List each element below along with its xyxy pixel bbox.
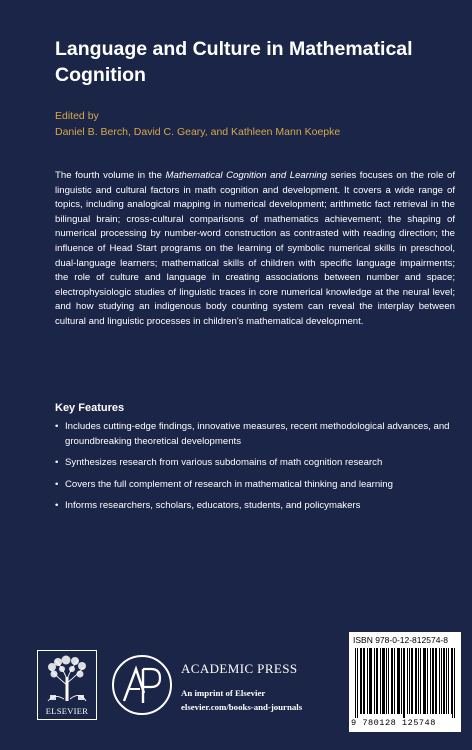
bullet-icon: • (55, 500, 59, 511)
key-feature-text: Covers the full complement of research in mathematical thinking and learning (65, 478, 393, 490)
bullet-icon: • (55, 478, 59, 490)
key-feature-item (55, 499, 455, 514)
book-description (55, 169, 455, 330)
key-feature-text: Synthesizes research from various subdomains of math cognition research (65, 457, 383, 468)
key-features-heading: Key Features (55, 402, 125, 414)
key-feature-item (55, 420, 455, 449)
publisher-url: elsevier.com/books-and-journals (181, 702, 303, 712)
barcode-number: 9 780128 125748 (351, 718, 436, 728)
barcode-icon (355, 648, 455, 718)
key-features-list (55, 420, 455, 521)
elsevier-wordmark: ELSEVIER (45, 706, 89, 716)
book-title: Language and Culture in Mathematical Cognition (55, 38, 413, 86)
bullet-icon: • (55, 457, 59, 468)
description-intro: The fourth volume in the (55, 170, 166, 181)
isbn-number: ISBN 978-0-12-812574-8 (353, 635, 448, 645)
bullet-icon: • (55, 421, 59, 432)
editors-names: Daniel B. Berch, David C. Geary, and Kathleen Mann Koepke (55, 126, 341, 138)
academic-press-wordmark: ACADEMIC PRESS (181, 661, 298, 676)
description-rest: series focuses on the role of linguistic and cultural factors in math cognition and development. It covers a wide range of topics, including analogical mapping in numerical development; arithmetic fact retrieval in the bilingual brain; cross-cultural comparisons of mathematics achievement; the shaping of numerical processing by number-word construction as contrasted with reading direction; the influence of Head Start programs on the learning of symbolic numerical skills in preschool, dual-language learners; mathematical skills of children with specific language impairments; the role of culture and language in creating associations between number and space; electrophysiologic studies of linguistic traces in core numerical knowledge at the neural level; and how studying an indigenous body counting system can reveal the interplay between cultural and linguistic processes in children's mathematical development. (55, 170, 455, 327)
key-feature-item (55, 456, 455, 471)
elsevier-tree-icon (42, 655, 92, 703)
series-name: Mathematical Cognition and Learning (165, 170, 328, 181)
edited-by-label: Edited by (55, 110, 99, 122)
key-feature-text: Informs researchers, scholars, educators, students, and policymakers (65, 500, 361, 511)
imprint-text: An imprint of Elsevier (181, 688, 266, 698)
key-feature-item (55, 478, 455, 493)
academic-press-logo-icon (110, 653, 174, 717)
barcode-panel (349, 632, 461, 732)
key-feature-text: Includes cutting-edge findings, innovative measures, recent methodological advances, and groundbreaking theoretical developments (65, 421, 450, 447)
